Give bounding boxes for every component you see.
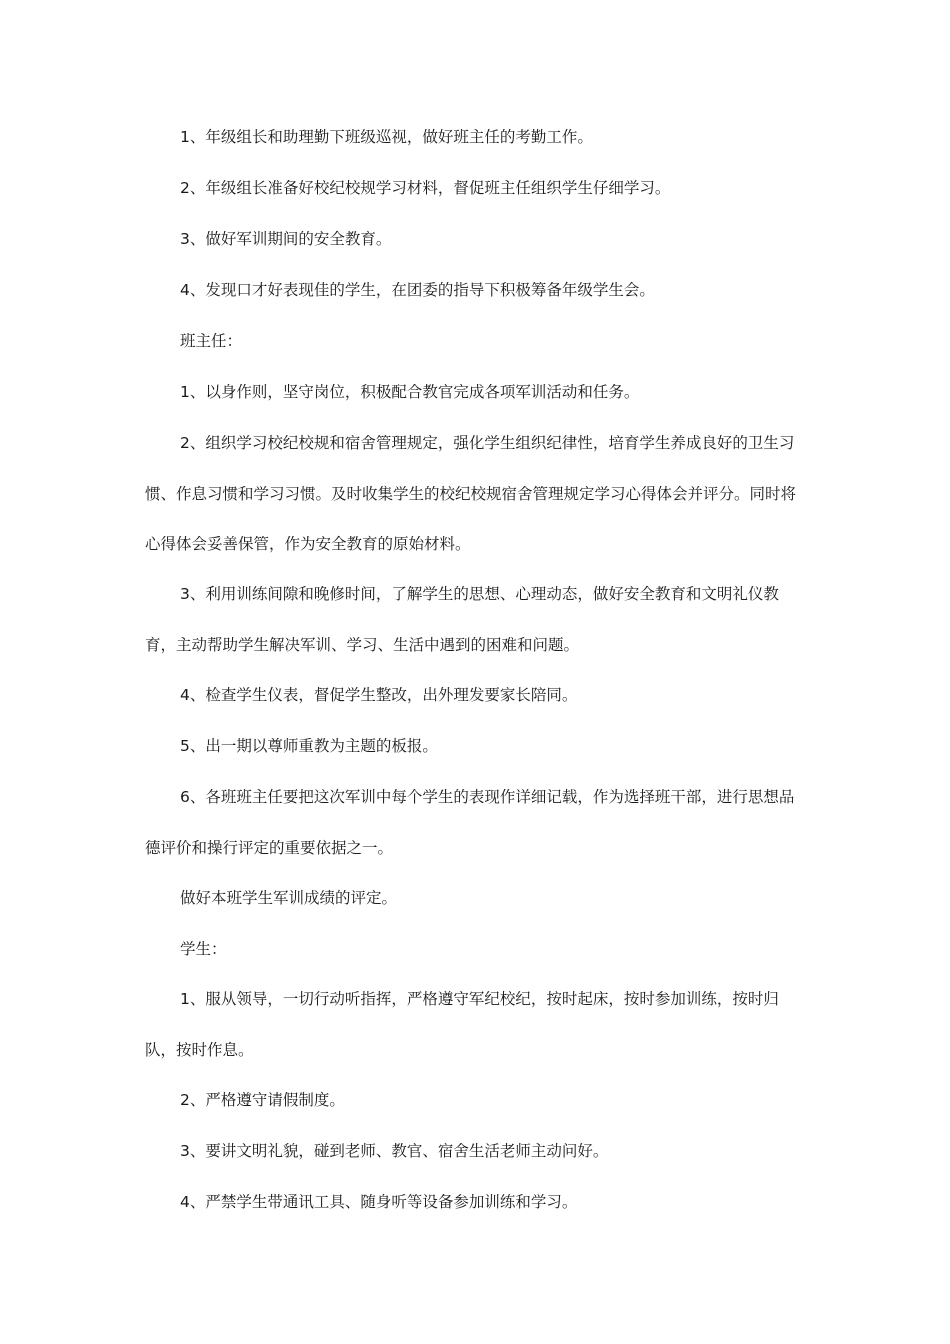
paragraph-student-rule-3: 3、要讲文明礼貌，碰到老师、教官、宿舍生活老师主动问好。 (180, 1142, 609, 1160)
paragraph-teacher-duty-1: 1、以身作则，坚守岗位，积极配合教官完成各项军训活动和任务。 (180, 383, 640, 401)
paragraph-leader-duty-4: 4、发现口才好表现佳的学生，在团委的指导下积极筹备年级学生会。 (180, 281, 655, 299)
paragraph-leader-duty-2: 2、年级组长准备好校纪校规学习材料，督促班主任组织学生仔细学习。 (180, 179, 671, 197)
paragraph-leader-duty-3: 3、做好军训期间的安全教育。 (180, 230, 392, 248)
paragraph-teacher-duty-2: 2、组织学习校纪校规和宿舍管理规定，强化学生组织纪律性，培育学生养成良好的卫生习惯、作息习惯和学习习惯。及时收集学生的校纪校规宿舍管理规定学习心得体会并评分。同时将心得体会妥善保管，作为安全教育的原始材料。 (145, 434, 797, 554)
paragraph-teacher-duty-3: 3、利用训练间隙和晚修时间，了解学生的思想、心理动态，做好安全教育和文明礼仪教育，主动帮助学生解决军训、学习、生活中遇到的困难和问题。 (145, 585, 779, 654)
paragraph-leader-duty-1: 1、年级组长和助理勤下班级巡视，做好班主任的考勤工作。 (180, 128, 593, 146)
paragraph-student-rule-2: 2、严格遵守请假制度。 (180, 1091, 345, 1109)
paragraph-teacher-duty-6: 6、各班班主任要把这次军训中每个学生的表现作详细记载，作为选择班干部，进行思想品德评价和操行评定的重要依据之一。 (145, 788, 795, 857)
paragraph-teacher-duty-4: 4、检查学生仪表，督促学生整改，出外理发要家长陪同。 (180, 686, 578, 704)
paragraph-student-rule-1: 1、服从领导，一切行动听指挥，严格遵守军纪校纪，按时起床，按时参加训练，按时归队，按时作息。 (145, 990, 779, 1059)
paragraph-student-rule-4: 4、严禁学生带通讯工具、随身听等设备参加训练和学习。 (180, 1193, 578, 1211)
paragraph-teacher-duty-5: 5、出一期以尊师重教为主题的板报。 (180, 737, 438, 755)
section-heading-head-teacher: 班主任： (180, 332, 243, 350)
paragraph-teacher-duty-7: 做好本班学生军训成绩的评定。 (180, 889, 398, 907)
section-heading-students: 学生： (180, 940, 227, 958)
